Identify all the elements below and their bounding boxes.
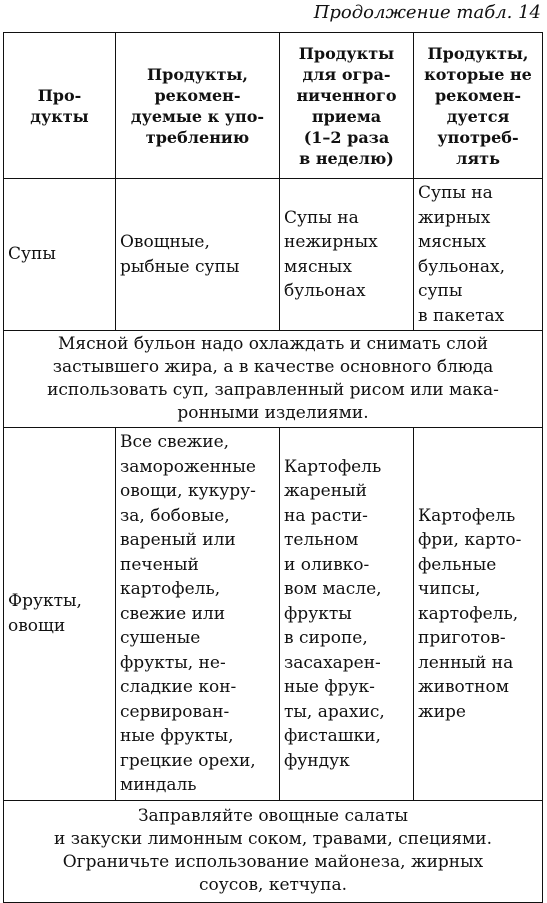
diet-table — [3, 32, 543, 903]
cell-product: Супы — [4, 179, 116, 331]
table-caption: Продолжение табл. 14 — [313, 2, 541, 23]
header-recommended: Продукты, рекомен- дуемые к упо- треблению — [116, 33, 280, 179]
cell-limited: Картофель жареный на расти- тельном и оливко- вом масле, фрукты в сиропе, засахарен- ные фрук- ты, арахис, фисташки, фундук — [280, 428, 414, 801]
table-row-fruits-vegetables — [4, 428, 543, 801]
note-soups: Мясной бульон надо охлаждать и снимать слой застывшего жира, а в качестве основного блюда использовать суп, заправленный рисом или мака- ронными изделиями. — [4, 331, 543, 428]
cell-recommended: Все свежие, замороженные овощи, кукуру- за, бобовые, вареный или печеный картофель, свежие или сушеные фрукты, не- сладкие кон- сервирован- ные фрукты, грецкие орехи, миндаль — [116, 428, 280, 801]
cell-recommended: Овощные, рыбные супы — [116, 179, 280, 331]
table-row-soups — [4, 179, 543, 331]
note-row-fruits-vegetables — [4, 800, 543, 902]
cell-not-recommended: Картофель фри, карто- фельные чипсы, картофель, приготов- ленный на животном жире — [414, 428, 543, 801]
note-fruits-vegetables: Заправляйте овощные салаты и закуски лимонным соком, травами, специями. Ограничьте использование майонеза, жирных соусов, кетчупа. — [4, 800, 543, 902]
header-products: Про- дукты — [4, 33, 116, 179]
header-limited: Продукты для огра- ниченного приема (1–2 раза в неделю) — [280, 33, 414, 179]
note-row-soups — [4, 331, 543, 428]
cell-product: Фрукты, овощи — [4, 428, 116, 801]
cell-limited: Супы на нежирных мясных бульонах — [280, 179, 414, 331]
header-not-recommended: Продукты, которые не рекомен- дуется употреб- лять — [414, 33, 543, 179]
cell-not-recommended: Супы на жирных мясных бульонах, супы в пакетах — [414, 179, 543, 331]
header-row — [4, 33, 543, 179]
